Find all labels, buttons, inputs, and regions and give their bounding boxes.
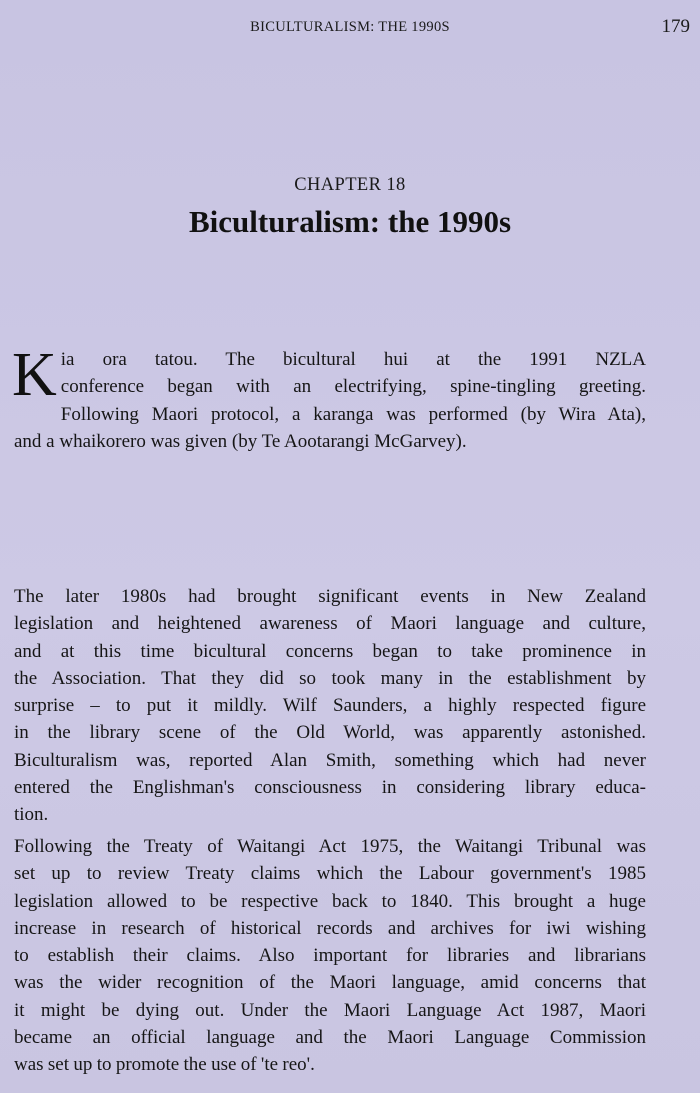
paragraph-line: legislation allowed to be respective back to 1840. This brought a huge xyxy=(14,890,646,912)
drop-cap: K xyxy=(12,341,57,409)
paragraph-1 xyxy=(12,341,646,455)
chapter-label: CHAPTER 18 xyxy=(294,175,406,195)
paragraph-line: it might be dying out. Under the Maori Language Act 1987, Maori xyxy=(14,999,646,1021)
paragraph-line: the Association. That they did so took many in the establishment by xyxy=(14,667,646,689)
running-title: BICULTURALISM: THE 1990S xyxy=(250,19,450,35)
paragraph-line: entered the Englishman's consciousness in considering library educa- xyxy=(14,777,646,799)
chapter-title: Biculturalism: the 1990s xyxy=(188,204,512,239)
paragraph-line: was the wider recognition of the Maori language, amid concerns that xyxy=(14,972,646,994)
paragraph-line: Following Maori protocol, a karanga was performed (by Wira Ata), xyxy=(60,403,646,425)
paragraph-line: Biculturalism was, reported Alan Smith, something which had never xyxy=(14,749,646,771)
page-number: 179 xyxy=(661,16,690,37)
paragraph-line: The later 1980s had brought significant events in New Zealand xyxy=(14,586,646,607)
paragraph-line: increase in research of historical records and archives for iwi wishing xyxy=(14,917,646,939)
paragraph-line: Following the Treaty of Waitangi Act 1975, the Waitangi Tribunal was xyxy=(14,836,646,857)
paragraph-line: conference began with an electrifying, spine-tingling greeting. xyxy=(60,376,646,398)
paragraph-line: ia ora tatou. The bicultural hui at the 1991 NZLA xyxy=(60,349,646,370)
paragraph-2 xyxy=(14,583,646,829)
paragraph-line: legislation and heightened awareness of Maori language and culture, xyxy=(14,613,646,635)
paragraph-line: became an official language and the Maori Language Commission xyxy=(14,1027,646,1049)
running-head xyxy=(0,16,700,42)
paragraph-line: to establish their claims. Also important for libraries and librarians xyxy=(14,945,646,967)
paragraph-line: set up to review Treaty claims which the Labour government's 1985 xyxy=(14,863,646,885)
paragraph-line: and a whaikorero was given (by Te Aootarangi McGarvey). xyxy=(14,430,467,452)
paragraph-3 xyxy=(14,833,646,1079)
paragraph-line: was set up to promote the use of 'te reo'. xyxy=(14,1054,315,1076)
paragraph-line: surprise – to put it mildly. Wilf Saunders, a highly respected figure xyxy=(14,695,646,717)
paragraph-line: and at this time bicultural concerns began to take prominence in xyxy=(14,640,646,662)
paragraph-line: tion. xyxy=(14,804,49,826)
paragraph-line: in the library scene of the Old World, was apparently astonished. xyxy=(14,722,646,744)
